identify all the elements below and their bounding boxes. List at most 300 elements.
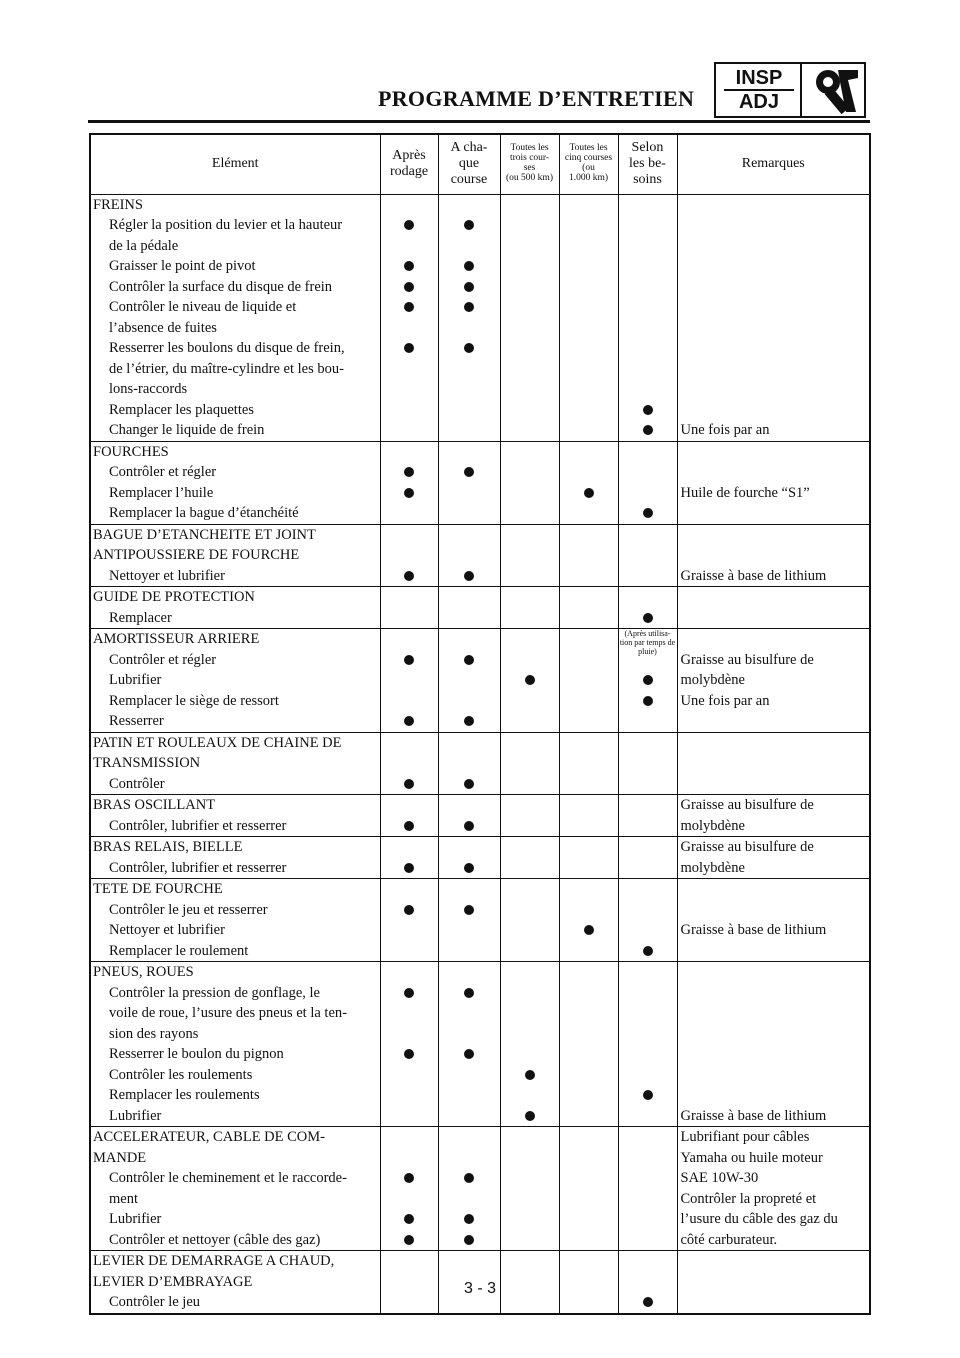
interval-line <box>381 1251 438 1272</box>
interval-line <box>381 1024 438 1045</box>
interval-line <box>501 359 559 380</box>
remarks-cell <box>677 629 870 733</box>
interval-line <box>619 837 677 858</box>
interval-line <box>560 1044 618 1065</box>
header-line: course <box>450 172 488 188</box>
interval-line <box>501 379 559 400</box>
item-line: Contrôler et régler <box>109 464 217 480</box>
interval-line <box>560 442 618 463</box>
remark-line <box>678 277 870 298</box>
interval-line <box>439 1003 500 1024</box>
header-line: 1.000 km) <box>568 173 609 183</box>
interval-line <box>381 420 438 441</box>
interval-line <box>439 277 500 298</box>
remark-line: Graisse à base de lithium <box>680 567 827 584</box>
remark-line <box>678 297 870 318</box>
interval-cell <box>380 629 438 733</box>
interval-line <box>439 691 500 712</box>
interval-cell <box>438 732 500 795</box>
remark-line: l’usure du câble des gaz du <box>680 1211 838 1227</box>
interval-line <box>619 400 677 421</box>
interval-line <box>560 774 618 795</box>
remark-line: SAE 10W-30 <box>680 1170 759 1186</box>
interval-line <box>619 420 677 441</box>
check-dot-icon <box>464 821 474 831</box>
interval-line <box>381 650 438 671</box>
interval-line <box>560 1085 618 1106</box>
interval-line <box>381 691 438 712</box>
item-cell <box>90 1127 380 1251</box>
interval-line <box>381 1065 438 1086</box>
interval-line <box>619 900 677 921</box>
interval-line <box>619 256 677 277</box>
check-dot-icon <box>464 655 474 665</box>
remark-line <box>678 1024 870 1045</box>
check-dot-icon <box>525 675 535 685</box>
item-line: Contrôler, lubrifier et resserrer <box>109 859 287 876</box>
interval-line <box>501 795 559 816</box>
remarks-cell <box>677 795 870 837</box>
interval-line <box>381 608 438 629</box>
section-heading: BRAS RELAIS, BIELLE <box>93 839 243 855</box>
interval-line <box>501 753 559 774</box>
interval-cell <box>380 962 438 1127</box>
page-title: PROGRAMME D’ENTRETIEN <box>378 86 695 111</box>
interval-line <box>501 711 559 732</box>
interval-line <box>501 318 559 339</box>
interval-line <box>439 1085 500 1106</box>
check-dot-icon <box>643 946 653 956</box>
check-dot-icon <box>464 988 474 998</box>
item-line: de l’étrier, du maître-cylindre et les bou- <box>109 360 344 377</box>
interval-line <box>560 1251 618 1272</box>
header-apres-rodage <box>380 134 438 194</box>
check-dot-icon <box>464 302 474 312</box>
interval-line <box>560 297 618 318</box>
interval-cell <box>438 879 500 962</box>
interval-line <box>619 691 677 712</box>
interval-line <box>560 858 618 879</box>
check-dot-icon <box>404 905 414 915</box>
item-line: Remplacer <box>109 609 172 626</box>
check-dot-icon <box>525 1111 535 1121</box>
section-heading: BRAS OSCILLANT <box>93 797 216 813</box>
section-heading: BAGUE D’ETANCHEITE ET JOINT <box>93 526 316 543</box>
header-line: A cha- <box>450 140 488 156</box>
remark-line: Graisse au bisulfure de <box>680 651 814 668</box>
interval-line <box>439 941 500 962</box>
interval-line <box>560 1189 618 1210</box>
interval-line <box>439 587 500 608</box>
interval-line <box>560 1148 618 1169</box>
interval-line <box>439 837 500 858</box>
interval-line <box>560 400 618 421</box>
check-dot-icon <box>643 613 653 623</box>
remarks-cell <box>677 194 870 441</box>
remark-line <box>678 400 870 421</box>
check-dot-icon <box>643 1090 653 1100</box>
interval-line <box>381 629 438 650</box>
header-line: trois cour- <box>509 153 550 163</box>
interval-line <box>560 795 618 816</box>
interval-cell <box>380 194 438 441</box>
interval-line <box>619 379 677 400</box>
check-dot-icon <box>643 675 653 685</box>
interval-line <box>381 733 438 754</box>
interval-cell <box>500 962 559 1127</box>
interval-line <box>560 1127 618 1148</box>
remarks-cell <box>677 732 870 795</box>
interval-line <box>560 941 618 962</box>
interval-line <box>439 256 500 277</box>
interval-line <box>439 1148 500 1169</box>
interval-cell <box>559 837 618 879</box>
interval-cell <box>618 629 677 733</box>
interval-cell <box>438 629 500 733</box>
interval-line <box>439 1230 500 1251</box>
item-line: Remplacer le roulement <box>109 942 249 959</box>
interval-line <box>619 983 677 1004</box>
remark-line <box>678 1251 870 1272</box>
check-dot-icon <box>464 779 474 789</box>
item-line: l’absence de fuites <box>109 319 217 336</box>
remark-line <box>678 941 870 962</box>
interval-cell <box>559 524 618 587</box>
interval-line <box>501 858 559 879</box>
interval-line <box>619 236 677 257</box>
interval-cell <box>559 879 618 962</box>
section-heading: TETE DE FOURCHE <box>93 881 223 897</box>
remark-line: Graisse à base de lithium <box>680 1107 827 1124</box>
interval-line <box>381 462 438 483</box>
interval-cell <box>500 441 559 524</box>
interval-line <box>560 691 618 712</box>
interval-cell <box>559 962 618 1127</box>
interval-cell <box>500 629 559 733</box>
interval-line <box>560 195 618 216</box>
item-cell <box>90 441 380 524</box>
interval-cell <box>438 795 500 837</box>
interval-line <box>560 629 618 650</box>
page-number: 3 - 3 <box>463 1280 496 1297</box>
interval-line <box>439 920 500 941</box>
interval-line <box>619 733 677 754</box>
interval-line <box>381 359 438 380</box>
check-dot-icon <box>464 343 474 353</box>
interval-line <box>381 1127 438 1148</box>
interval-cell <box>380 879 438 962</box>
interval-line <box>439 1024 500 1045</box>
interval-line <box>439 858 500 879</box>
remark-line: Graisse à base de lithium <box>680 922 827 938</box>
interval-line <box>560 900 618 921</box>
interval-line <box>439 1209 500 1230</box>
interval-cell <box>559 629 618 733</box>
interval-cell <box>618 587 677 629</box>
interval-cell <box>618 962 677 1127</box>
interval-line <box>560 983 618 1004</box>
interval-line <box>619 795 677 816</box>
interval-line <box>501 462 559 483</box>
item-cell <box>90 962 380 1127</box>
interval-line <box>439 1251 500 1272</box>
interval-line <box>439 525 500 546</box>
interval-line <box>619 1168 677 1189</box>
remark-line <box>678 587 870 608</box>
interval-line <box>501 691 559 712</box>
remarks-cell <box>677 1127 870 1251</box>
interval-line <box>439 215 500 236</box>
remark-line <box>678 983 870 1004</box>
remark-line: côté carburateur. <box>680 1231 778 1248</box>
check-dot-icon <box>464 467 474 477</box>
interval-line <box>381 442 438 463</box>
interval-line <box>439 670 500 691</box>
interval-line <box>381 297 438 318</box>
remark-line: molybdène <box>680 817 745 834</box>
header-chaque-course <box>438 134 500 194</box>
interval-line <box>501 1024 559 1045</box>
interval-line <box>381 256 438 277</box>
interval-line <box>560 608 618 629</box>
interval-line <box>501 1148 559 1169</box>
item-line: Resserrer <box>109 713 164 729</box>
interval-line <box>381 195 438 216</box>
item-line: Remplacer le siège de ressort <box>109 692 279 709</box>
interval-line <box>560 1106 618 1127</box>
remark-line <box>678 608 870 629</box>
interval-line <box>501 1106 559 1127</box>
interval-line <box>501 566 559 587</box>
remarks-cell <box>677 962 870 1127</box>
item-cell <box>90 194 380 441</box>
interval-line <box>501 983 559 1004</box>
item-cell <box>90 629 380 733</box>
check-dot-icon <box>404 779 414 789</box>
interval-cell <box>438 962 500 1127</box>
interval-cell <box>618 795 677 837</box>
header-line: que <box>458 156 480 172</box>
interval-line <box>501 525 559 546</box>
item-cell <box>90 837 380 879</box>
interval-line <box>619 525 677 546</box>
interval-line <box>501 297 559 318</box>
interval-line <box>560 379 618 400</box>
interval-line <box>501 400 559 421</box>
interval-line <box>619 1189 677 1210</box>
header-rule <box>88 120 870 123</box>
table-row <box>90 879 870 962</box>
interval-line <box>619 503 677 524</box>
item-cell <box>90 587 380 629</box>
interval-line <box>501 215 559 236</box>
interval-line <box>560 920 618 941</box>
interval-line <box>381 670 438 691</box>
interval-line <box>439 318 500 339</box>
interval-line <box>439 1065 500 1086</box>
interval-line <box>560 566 618 587</box>
section-heading: MANDE <box>93 1149 147 1166</box>
interval-cell <box>438 524 500 587</box>
interval-cell <box>500 524 559 587</box>
interval-line <box>381 1106 438 1127</box>
item-line: Contrôler les roulements <box>109 1066 253 1083</box>
interval-line <box>501 1127 559 1148</box>
interval-line <box>381 962 438 983</box>
remark-line: Une fois par an <box>680 692 770 709</box>
interval-line <box>619 1251 677 1272</box>
interval-line <box>439 983 500 1004</box>
check-dot-icon <box>584 925 594 935</box>
check-dot-icon <box>464 716 474 726</box>
interval-line <box>560 318 618 339</box>
check-dot-icon <box>404 571 414 581</box>
table-body <box>90 194 870 1314</box>
remarks-cell <box>677 587 870 629</box>
check-dot-icon <box>404 220 414 230</box>
interval-cell <box>438 587 500 629</box>
interval-line <box>619 608 677 629</box>
interval-line <box>619 545 677 566</box>
check-dot-icon <box>404 1235 414 1245</box>
remark-line <box>678 1065 870 1086</box>
check-dot-icon <box>464 1214 474 1224</box>
interval-line <box>381 236 438 257</box>
interval-line <box>501 670 559 691</box>
check-dot-icon <box>464 220 474 230</box>
interval-line <box>619 650 677 671</box>
interval-line <box>381 1148 438 1169</box>
interval-line <box>381 1209 438 1230</box>
interval-line <box>381 795 438 816</box>
item-line: Lubrifier <box>109 1107 162 1124</box>
interval-cell <box>618 194 677 441</box>
header-line: rodage <box>389 164 429 180</box>
interval-cell <box>380 795 438 837</box>
interval-cell <box>438 194 500 441</box>
item-line: Contrôler le niveau de liquide et <box>109 299 297 315</box>
interval-cell <box>380 837 438 879</box>
interval-line <box>439 195 500 216</box>
interval-line <box>439 608 500 629</box>
interval-line <box>619 962 677 983</box>
interval-line <box>439 442 500 463</box>
table-row <box>90 524 870 587</box>
interval-line <box>619 629 677 656</box>
remark-line: Une fois par an <box>680 422 770 438</box>
interval-cell <box>500 1127 559 1251</box>
interval-cell <box>500 587 559 629</box>
check-dot-icon <box>643 425 653 435</box>
interval-line <box>619 1003 677 1024</box>
section-heading: LEVIER DE DEMARRAGE A CHAUD, <box>93 1253 335 1269</box>
check-dot-icon <box>404 1214 414 1224</box>
interval-cell <box>500 732 559 795</box>
section-heading: AMORTISSEUR ARRIERE <box>93 631 260 647</box>
check-dot-icon <box>464 1235 474 1245</box>
interval-line <box>439 629 500 650</box>
interval-line <box>439 816 500 837</box>
interval-line <box>439 711 500 732</box>
remark-line <box>678 629 870 650</box>
interval-line <box>560 215 618 236</box>
header-line: Selon <box>631 140 664 156</box>
interval-line <box>619 753 677 774</box>
check-dot-icon <box>404 716 414 726</box>
interval-line <box>501 338 559 359</box>
interval-line <box>439 462 500 483</box>
interval-line <box>560 670 618 691</box>
interval-line <box>619 941 677 962</box>
remark-line <box>678 879 870 900</box>
item-line: de la pédale <box>109 237 179 254</box>
interval-cell <box>559 1127 618 1251</box>
check-dot-icon <box>404 302 414 312</box>
check-dot-icon <box>404 488 414 498</box>
table-row <box>90 441 870 524</box>
section-heading: TRANSMISSION <box>93 755 201 771</box>
remark-line: molybdène <box>680 859 745 876</box>
interval-line <box>501 1003 559 1024</box>
interval-line <box>501 650 559 671</box>
interval-line <box>501 545 559 566</box>
interval-line <box>381 753 438 774</box>
interval-line <box>501 420 559 441</box>
interval-line <box>560 236 618 257</box>
header-remarques: Remarques <box>677 134 870 194</box>
item-line: ment <box>109 1190 138 1207</box>
interval-line <box>501 774 559 795</box>
interval-line <box>560 711 618 732</box>
remark-line <box>678 503 870 524</box>
interval-line <box>619 195 677 216</box>
interval-line <box>619 359 677 380</box>
badge-text <box>724 67 794 113</box>
item-line: Nettoyer et lubrifier <box>109 922 225 938</box>
section-heading: FREINS <box>93 196 143 213</box>
interval-line <box>439 900 500 921</box>
interval-line <box>501 236 559 257</box>
check-dot-icon <box>404 261 414 271</box>
table-row <box>90 1127 870 1251</box>
interval-line <box>560 545 618 566</box>
item-line: Contrôler le jeu et resserrer <box>109 901 268 918</box>
interval-line <box>381 215 438 236</box>
table-row <box>90 962 870 1127</box>
header-line: Toutes les <box>569 143 608 153</box>
interval-line <box>381 400 438 421</box>
table-row <box>90 732 870 795</box>
insp-adj-badge <box>714 62 866 118</box>
remark-line <box>678 236 870 257</box>
item-line: Contrôler la pression de gonflage, le <box>109 984 320 1001</box>
interval-line <box>381 900 438 921</box>
remark-line <box>678 525 870 546</box>
interval-line <box>560 1024 618 1045</box>
interval-line <box>439 236 500 257</box>
item-cell <box>90 795 380 837</box>
interval-line <box>501 816 559 837</box>
interval-line <box>501 483 559 504</box>
interval-line <box>501 195 559 216</box>
interval-line <box>381 879 438 900</box>
interval-line <box>560 837 618 858</box>
interval-line <box>619 1085 677 1106</box>
interval-cell <box>618 1127 677 1251</box>
interval-line <box>381 1003 438 1024</box>
remark-line: Graisse au bisulfure de <box>680 797 814 813</box>
interval-cell <box>500 795 559 837</box>
